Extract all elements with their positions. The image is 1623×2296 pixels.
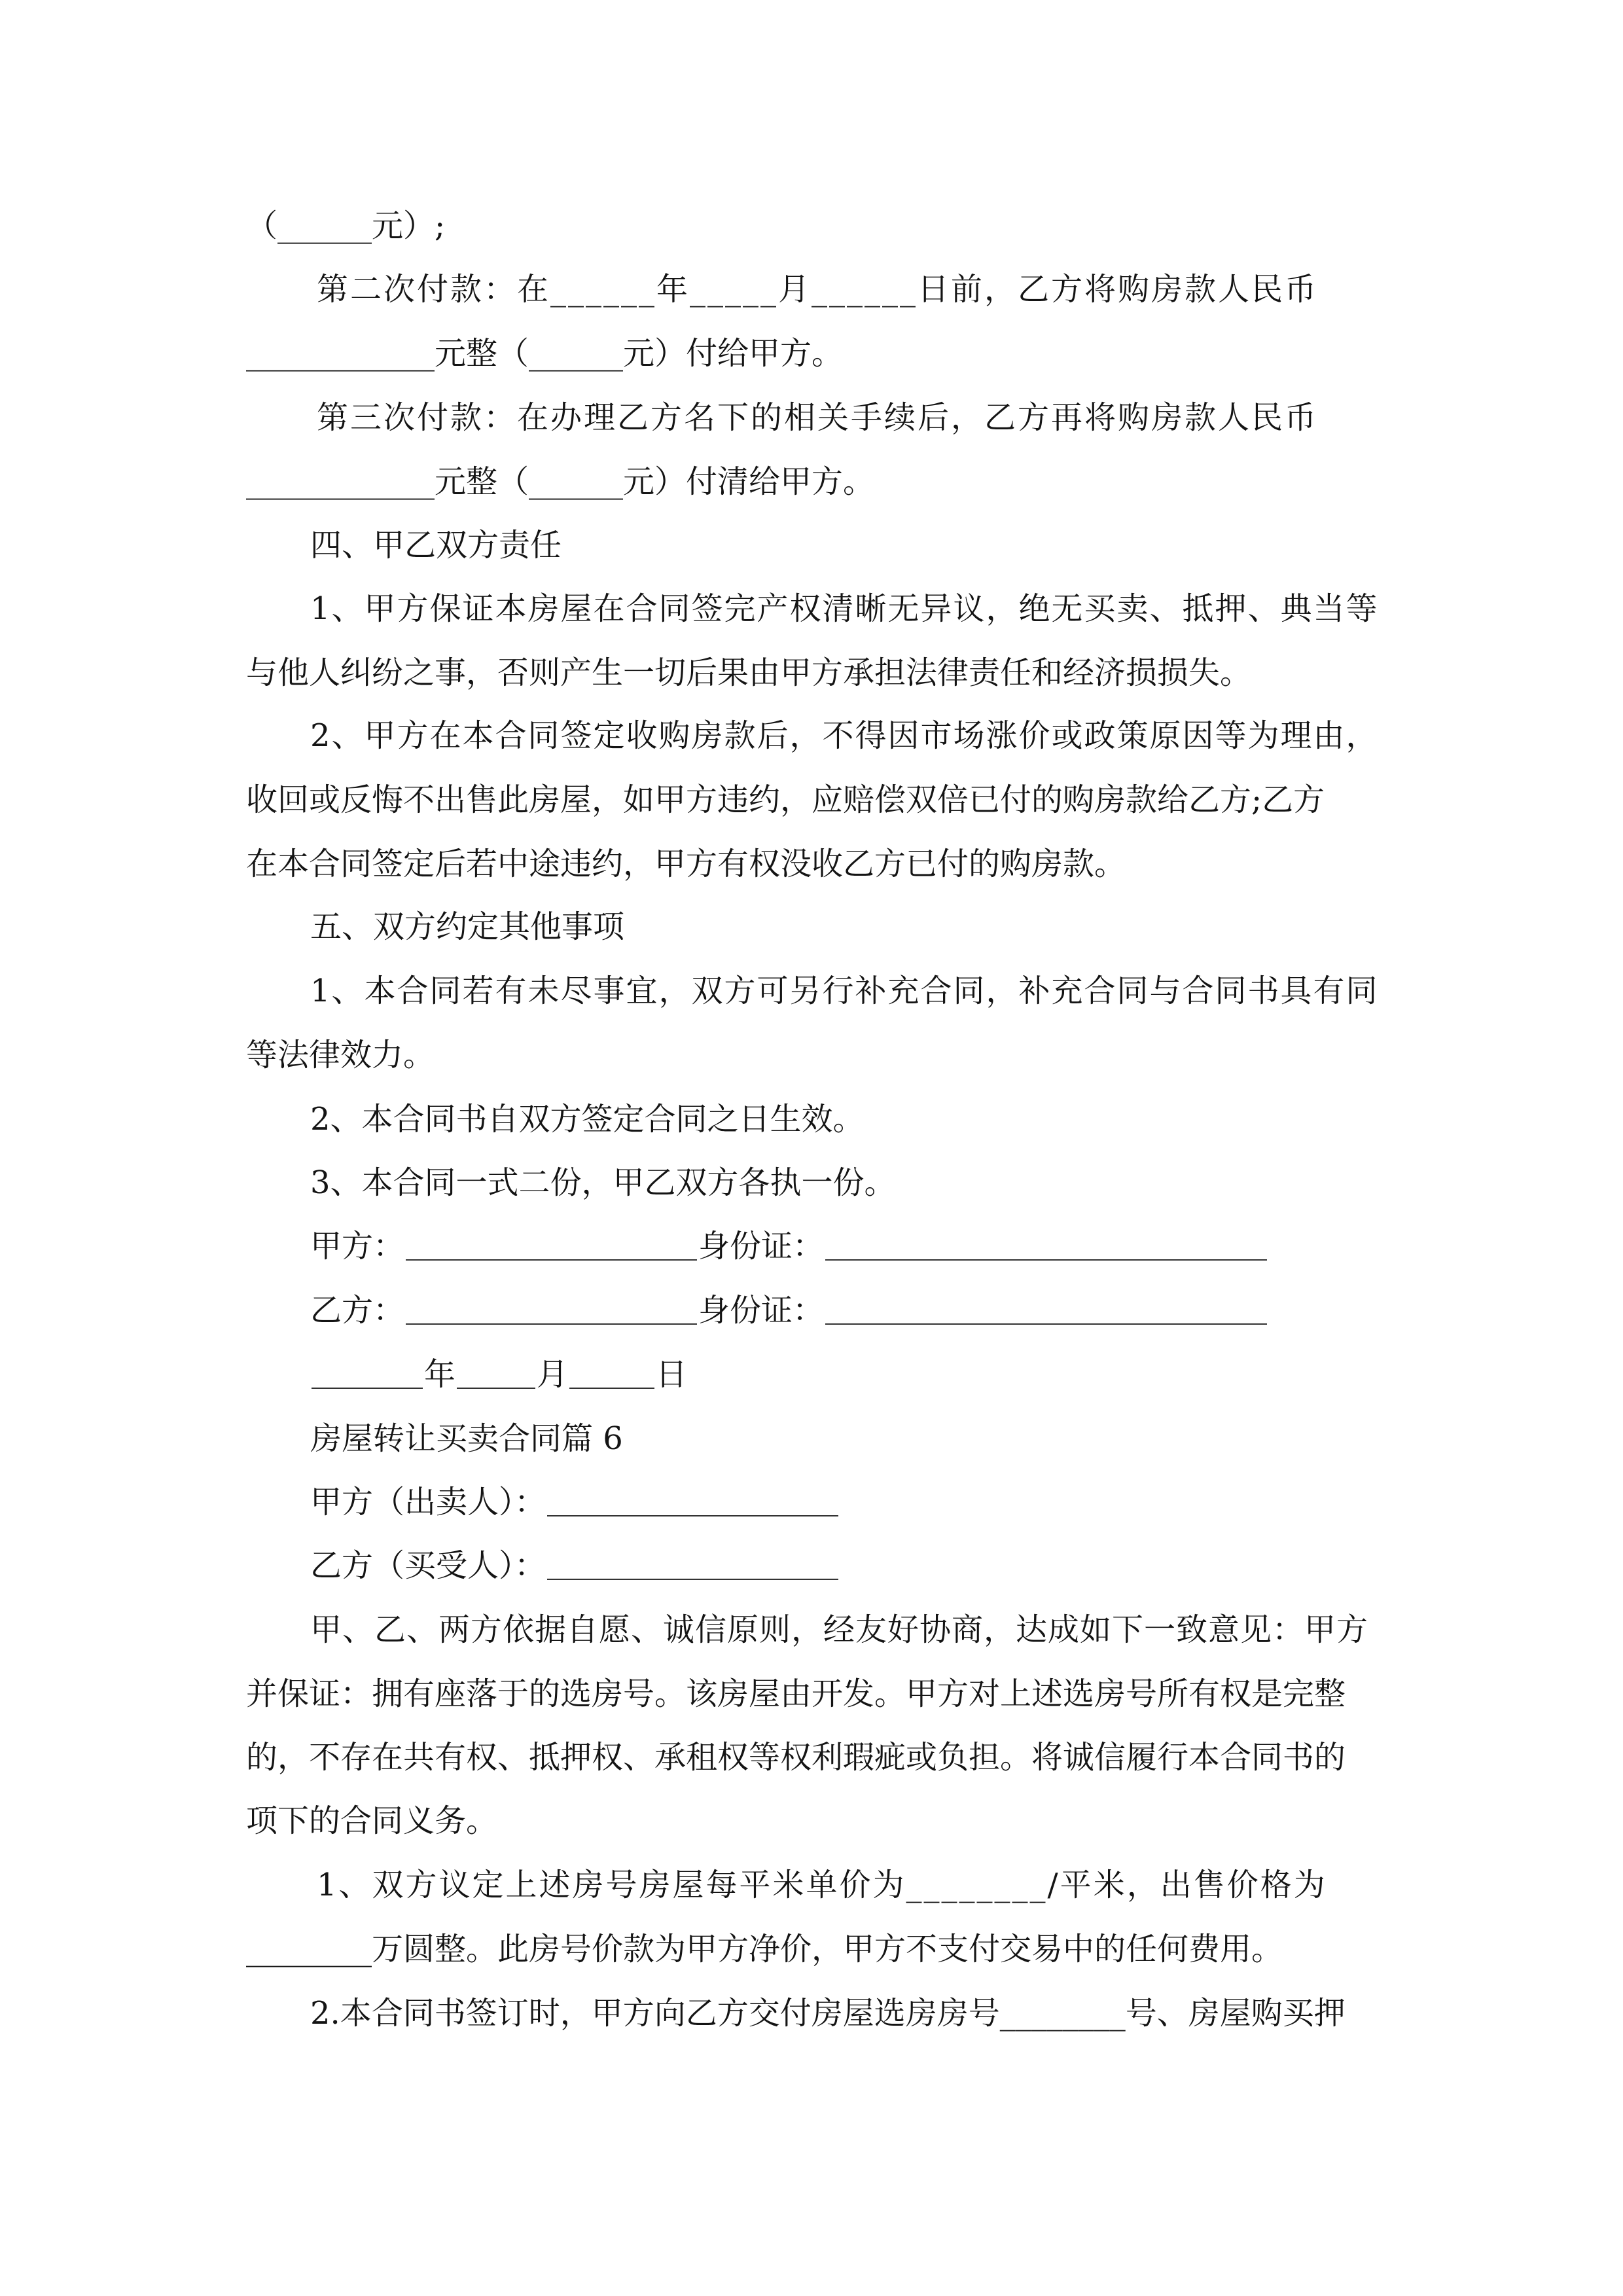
text-line: 2.本合同书签订时，甲方向乙方交付房屋选房房号________号、房屋购买押 [310, 1995, 1346, 2032]
buyer-label: 乙方（买受人）： [310, 1547, 546, 1584]
text-line: 收回或反悔不出售此房屋，如甲方违约，应赔偿双倍已付的购房款给乙方;乙方 [246, 781, 1325, 818]
signature-line-party-a [310, 1227, 1268, 1266]
text-line: （______元）; [246, 207, 446, 244]
text-line: 第三次付款：在办理乙方名下的相关手续后，乙方再将购房款人民币 [317, 399, 1319, 436]
seller-blank [547, 1489, 838, 1516]
party-b-blank [406, 1297, 697, 1325]
year-blank [312, 1361, 423, 1389]
section-heading: 四、甲乙双方责任 [310, 527, 562, 564]
date-line [310, 1355, 687, 1394]
section-title: 房屋转让买卖合同篇 6 [310, 1420, 623, 1457]
text-line: 2、本合同书自双方签定合同之日生效。 [310, 1101, 865, 1138]
day-label: 日 [656, 1356, 688, 1393]
party-a-label: 甲方： [310, 1228, 405, 1265]
text-line: ____________元整（______元）付给甲方。 [246, 335, 844, 372]
id-card-label: 身份证： [698, 1292, 825, 1329]
id-card-label: 身份证： [698, 1228, 825, 1265]
text-line: 2、甲方在本合同签定收购房款后，不得因市场涨价或政策原因等为理由， [310, 717, 1379, 754]
party-b-id-blank [825, 1297, 1267, 1325]
text-line: 甲、乙、两方依据自愿、诚信原则，经友好协商，达成如下一致意见：甲方 [310, 1611, 1369, 1648]
text-line: 第二次付款：在______年_____月______日前，乙方将购房款人民币 [317, 271, 1319, 308]
party-a-blank [406, 1233, 697, 1261]
seller-label: 甲方（出卖人）： [310, 1484, 546, 1520]
party-b-label: 乙方： [310, 1292, 405, 1329]
text-line: 项下的合同义务。 [246, 1803, 498, 1839]
buyer-line [310, 1546, 840, 1585]
text-line: 的，不存在共有权、抵押权、承租权等权利瑕疵或负担。将诚信履行本合同书的 [246, 1739, 1346, 1776]
text-line: 1、甲方保证本房屋在合同签完产权清晰无异议，绝无买卖、抵押、典当等 [310, 590, 1379, 627]
text-line: 3、本合同一式二份，甲乙双方各执一份。 [310, 1164, 896, 1201]
party-a-id-blank [825, 1233, 1267, 1261]
buyer-blank [547, 1552, 838, 1580]
day-blank [569, 1361, 654, 1389]
signature-line-party-b [310, 1291, 1268, 1330]
text-line: ____________元整（______元）付清给甲方。 [246, 463, 875, 500]
month-blank [457, 1361, 535, 1389]
text-line: 1、本合同若有未尽事宜，双方可另行补充合同，补充合同与合同书具有同 [310, 973, 1379, 1009]
text-line: 在本合同签定后若中途违约，甲方有权没收乙方已付的购房款。 [246, 846, 1126, 882]
text-line: 1、双方议定上述房号房屋每平米单价为________/平米，出售价格为 [317, 1867, 1327, 1903]
seller-line [310, 1482, 840, 1522]
text-line: ________万圆整。此房号价款为甲方净价，甲方不支付交易中的任何费用。 [246, 1931, 1283, 1967]
text-line: 与他人纠纷之事，否则产生一切后果由甲方承担法律责任和经济损损失。 [246, 655, 1252, 691]
text-line: 并保证：拥有座落于的选房号。该房屋由开发。甲方对上述选房号所有权是完整 [246, 1676, 1346, 1712]
year-label: 年 [424, 1356, 456, 1393]
text-line: 等法律效力。 [246, 1037, 435, 1073]
section-heading: 五、双方约定其他事项 [310, 908, 625, 945]
month-label: 月 [537, 1356, 569, 1393]
